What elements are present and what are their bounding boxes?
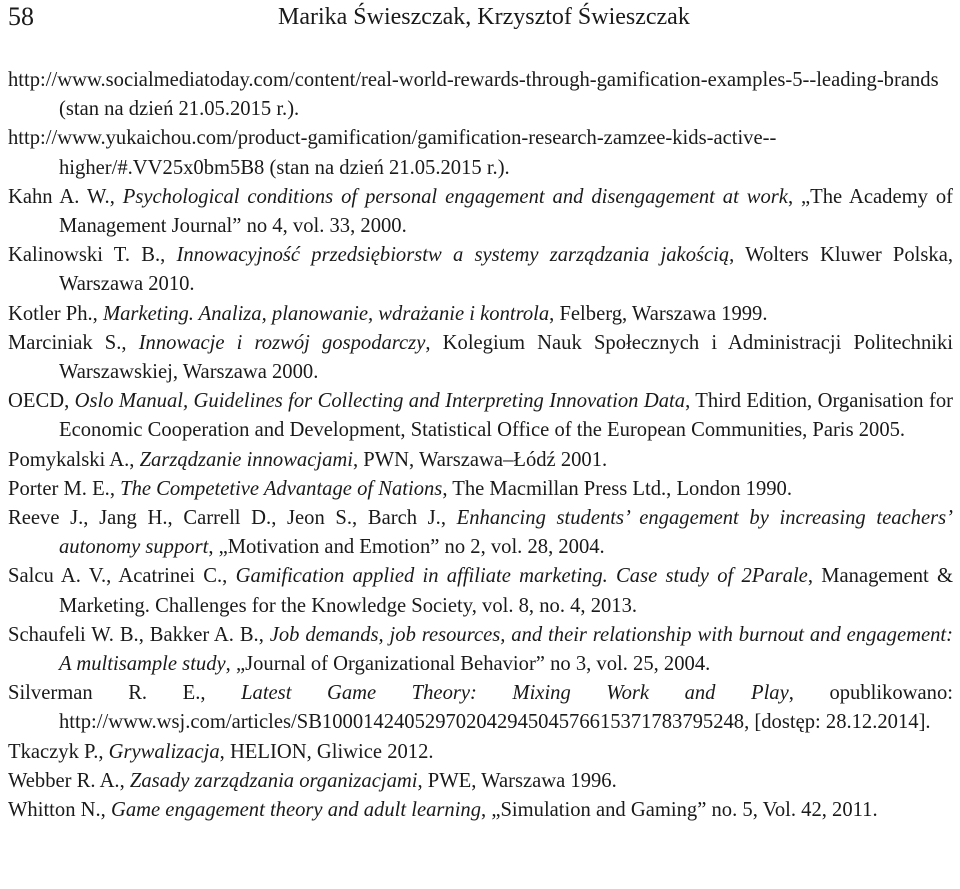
entry-text: Kalinowski T. B. (8, 244, 161, 267)
entry-text: Kahn A. W. (8, 185, 110, 208)
entry-text: Whitton N. (8, 799, 101, 822)
entry-text: , Wolters Kluwer Polska, Warszawa 2010. (59, 244, 954, 296)
entry-text: , PWN, Warszawa–Łódź 2001. (352, 448, 608, 471)
entry-title: Latest Game Theory: Mixing Work and Play (241, 682, 789, 705)
bibliography-entry (8, 475, 953, 504)
bibliography-entry (8, 329, 953, 387)
entry-text: Webber R. A. (8, 769, 120, 792)
entry-title: Innowacyjność przedsiębiorstw a systemy zarządzania jakością (176, 244, 730, 267)
entry-text: , (129, 448, 140, 471)
entry-text: , (121, 331, 139, 354)
entry-text: Tkaczyk P. (8, 740, 99, 763)
entry-text: , (440, 507, 457, 530)
bibliography-entry (8, 679, 953, 737)
entry-text: Pomykalski A. (8, 448, 130, 471)
entry-title: Zasady zarządzania organizacjami (129, 769, 418, 792)
entry-title: Grywalizacja (108, 740, 220, 763)
entry-text: , PWE, Warszawa 1996. (417, 769, 617, 792)
bibliography-entry (8, 124, 953, 182)
entry-text: OECD (8, 390, 65, 413)
entry-text: http://www.socialmediatoday.com/content/real-world-rewards-through-gamification-examples-5--leading-brands (stan na dzień 21.05.2015 r.). (8, 69, 939, 121)
entry-text: , (109, 185, 123, 208)
entry-text: , Kolegium Nauk Społecznych i Administracji Politechniki Warszawskiej, Warszawa 2000. (59, 331, 953, 384)
entry-text: , (100, 799, 111, 822)
entry-title: Psychological conditions of personal engagement and disengagement at work (122, 185, 788, 208)
entry-text: , (64, 390, 75, 413)
entry-text: , (109, 477, 121, 500)
entry-title: Job demands, job resources, and their relationship with burnout and engagement: A multisample study (59, 623, 953, 676)
bibliography-list (8, 66, 953, 825)
bibliography-entry (8, 767, 953, 796)
entry-text: , HELION, Gliwice 2012. (219, 740, 434, 763)
entry-text: Silverman R. E. (8, 682, 201, 705)
entry-text: , „The Academy of Management Journal” no 4, vol. 33, 2000. (59, 185, 953, 238)
bibliography-entry (8, 66, 953, 124)
entry-text: , (258, 623, 270, 646)
entry-text: , „Simulation and Gaming” no. 5, Vol. 42, 2011. (481, 799, 878, 822)
bibliography-entry (8, 446, 953, 475)
entry-title: Innowacje i rozwój gospodarczy (138, 331, 426, 354)
bibliography-entry (8, 183, 953, 241)
entry-title: Game engagement theory and adult learning (110, 799, 482, 822)
entry-text: , (160, 244, 177, 267)
bibliography-entry (8, 387, 953, 445)
entry-text: Kotler Ph. (8, 302, 93, 325)
entry-text: http://www.yukaichou.com/product-gamification/gamification-research-zamzee-kids-active--higher/#.VV25x0bm5B8 (stan na dzień 21.05.2015 r.). (8, 127, 777, 179)
bibliography-entry (8, 796, 953, 825)
entry-text: , Felberg, Warszawa 1999. (549, 302, 768, 325)
entry-title: The Competetive Advantage of Nations (120, 477, 443, 500)
entry-text: Reeve J., Jang H., Carrell D., Jeon S., Barch J. (8, 507, 441, 530)
page-header (0, 0, 960, 40)
bibliography-entry (8, 241, 953, 299)
entry-text: Porter M. E. (8, 477, 110, 500)
entry-text: , Management & Marketing. Challenges for the Knowledge Society, vol. 8, no. 4, 2013. (59, 565, 954, 617)
entry-text: , (222, 565, 236, 588)
entry-text: Marciniak S. (8, 331, 122, 354)
page-number: 58 (8, 2, 34, 31)
running-head-authors: Marika Świeszczak, Krzysztof Świeszczak (278, 4, 690, 30)
entry-text: , opublikowano: http://www.wsj.com/articles/SB10001424052970204294504576615371783795248, [dostęp: 28.12.2014]. (59, 682, 953, 734)
bibliography-entry (8, 504, 953, 562)
entry-text: , „Motivation and Emotion” no 2, vol. 28, 2004. (208, 536, 605, 559)
entry-title: Zarządzanie innowacjami (139, 448, 353, 471)
entry-text: Salcu A. V., Acatrinei C. (8, 565, 223, 588)
entry-text: , (92, 302, 103, 325)
entry-text: , (119, 769, 130, 792)
entry-text: , „Journal of Organizational Behavior” no 3, vol. 25, 2004. (225, 653, 711, 676)
entry-title: Enhancing students’ engagement by increasing teachers’ autonomy support (59, 507, 953, 559)
entry-text: Schaufeli W. B., Bakker A. B. (8, 623, 259, 646)
entry-text: , (200, 682, 242, 705)
entry-title: Gamification applied in affiliate marketing. Case study of 2Parale (235, 565, 808, 588)
entry-text: , Third Edition, Organisation for Economic Cooperation and Development, Statistical Office of the European Communities, Paris 2005. (59, 390, 953, 442)
bibliography-entry (8, 738, 953, 767)
bibliography-entry (8, 562, 953, 620)
entry-title: Oslo Manual, Guidelines for Collecting and Interpreting Innovation Data (74, 390, 686, 413)
entry-title: Marketing. Analiza, planowanie, wdrażanie i kontrola (102, 302, 550, 325)
bibliography-entry (8, 300, 953, 329)
entry-text: , The Macmillan Press Ltd., London 1990. (442, 477, 792, 500)
bibliography-entry (8, 621, 953, 679)
entry-text: , (98, 740, 109, 763)
